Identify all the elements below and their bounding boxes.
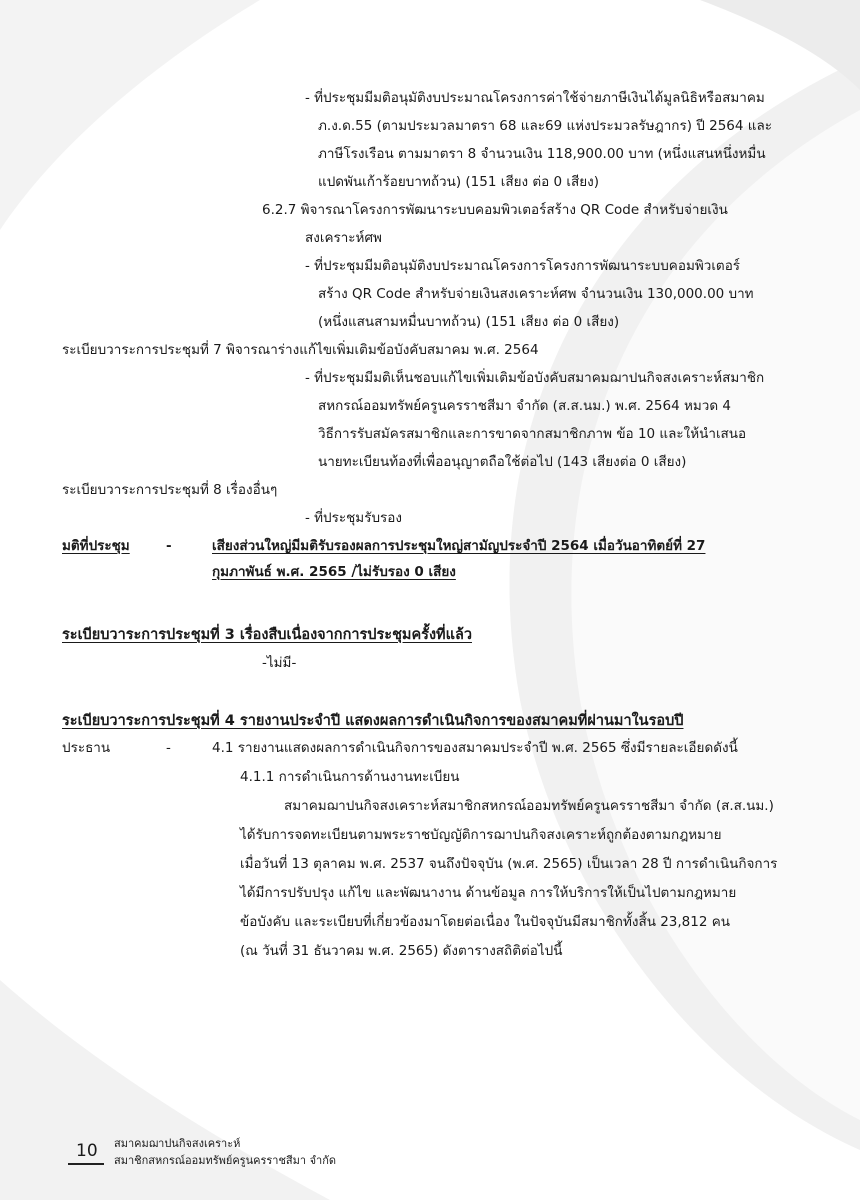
text-line: (หนึ่งแสนสามหมื่นบาทถ้วน) (151 เสียง ต่อ 0 เสียง) [318,314,620,330]
agenda-4-heading: ระเบียบวาระการประชุมที่ 4 รายงานประจำปี แสดงผลการดำเนินกิจการของสมาคมที่ผ่านมาในรอบปี [62,713,684,729]
resolution-text: กุมภาพันธ์ พ.ศ. 2565 /ไม่รับรอง 0 เสียง [212,564,456,580]
page-number-underline [68,1163,104,1165]
text-line: แปดพันเก้าร้อยบาทถ้วน) (151 เสียง ต่อ 0 เสียง) [318,174,600,190]
page-number: 10 [76,1141,98,1161]
text-line: สร้าง QR Code สำหรับจ่ายเงินสงเคราะห์ศพ จำนวนเงิน 130,000.00 บาท [318,286,754,302]
paragraph-line: ได้รับการจดทะเบียนตามพระราชบัญญัติการฌาปนกิจสงเคราะห์ถูกต้องตามกฎหมาย [240,827,722,843]
text-line: - ที่ประชุมมีมติอนุมัติงบประมาณโครงการค่าใช้จ่ายภาษีเงินได้มูลนิธิหรือสมาคม [305,90,765,106]
text-line: 4.1 รายงานแสดงผลการดำเนินกิจการของสมาคมประจำปี พ.ศ. 2565 ซึ่งมีรายละเอียดดังนี้ [212,740,738,756]
resolution-dash: - [166,538,172,554]
text-line: ภาษีโรงเรือน ตามมาตรา 8 จำนวนเงิน 118,900.00 บาท (หนึ่งแสนหนึ่งหมื่น [318,146,766,162]
section-heading-627: 6.2.7 พิจารณาโครงการพัฒนาระบบคอมพิวเตอร์สร้าง QR Code สำหรับจ่ายเงิน [262,202,728,218]
resolution-text: เสียงส่วนใหญ่มีมติรับรองผลการประชุมใหญ่สามัญประจำปี 2564 เมื่อวันอาทิตย์ที่ 27 [212,538,706,554]
chair-label: ประธาน [62,740,111,756]
agenda-8-line: ระเบียบวาระการประชุมที่ 8 เรื่องอื่นๆ [62,482,278,498]
text-line: - ที่ประชุมรับรอง [305,510,402,526]
text-line: สหกรณ์ออมทรัพย์ครูนครราชสีมา จำกัด (ส.ส.นม.) พ.ศ. 2564 หมวด 4 [318,398,732,414]
text-line: สงเคราะห์ศพ [305,230,382,246]
text-line: - ที่ประชุมมีมติเห็นชอบแก้ไขเพิ่มเติมข้อบังคับสมาคมฌาปนกิจสงเคราะห์สมาชิก [305,370,765,386]
text-line: วิธีการรับสมัครสมาชิกและการขาดจากสมาชิกภาพ ข้อ 10 และให้นำเสนอ [318,426,747,442]
paragraph-line: ข้อบังคับ และระเบียบที่เกี่ยวข้องมาโดยต่อเนื่อง ในปัจจุบันมีสมาชิกทั้งสิ้น 23,812 คน [240,914,731,930]
resolution-label: มติที่ประชุม [62,538,130,554]
footer-line-2: สมาชิกสหกรณ์ออมทรัพย์ครูนครราชสีมา จำกัด [114,1154,336,1167]
text-line: 4.1.1 การดำเนินการด้านงานทะเบียน [240,769,460,785]
chair-dash: - [166,740,171,756]
none-text: -ไม่มี- [262,655,297,671]
text-line: - ที่ประชุมมีมติอนุมัติงบประมาณโครงการโครงการพัฒนาระบบคอมพิวเตอร์ [305,258,741,274]
paragraph-line: ได้มีการปรับปรุง แก้ไข และพัฒนางาน ด้านข้อมูล การให้บริการให้เป็นไปตามกฎหมาย [240,885,737,901]
agenda-3-heading: ระเบียบวาระการประชุมที่ 3 เรื่องสืบเนื่องจากการประชุมครั้งที่แล้ว [62,627,472,643]
paragraph-line: สมาคมฌาปนกิจสงเคราะห์สมาชิกสหกรณ์ออมทรัพย์ครูนครราชสีมา จำกัด (ส.ส.นม.) [284,798,774,814]
paragraph-line: (ณ วันที่ 31 ธันวาคม พ.ศ. 2565) ดังตารางสถิติต่อไปนี้ [240,943,563,959]
text-line: นายทะเบียนท้องที่เพื่ออนุญาตถือใช้ต่อไป (143 เสียงต่อ 0 เสียง) [318,454,687,470]
footer-line-1: สมาคมฌาปนกิจสงเคราะห์ [114,1137,241,1150]
paragraph-line: เมื่อวันที่ 13 ตุลาคม พ.ศ. 2537 จนถึงปัจจุบัน (พ.ศ. 2565) เป็นเวลา 28 ปี การดำเนินกิจการ [240,856,778,872]
agenda-7-line: ระเบียบวาระการประชุมที่ 7 พิจารณาร่างแก้ไขเพิ่มเติมข้อบังคับสมาคม พ.ศ. 2564 [62,342,539,358]
text-line: ภ.ง.ด.55 (ตามประมวลมาตรา 68 และ69 แห่งประมวลรัษฎากร) ปี 2564 และ [318,118,772,134]
